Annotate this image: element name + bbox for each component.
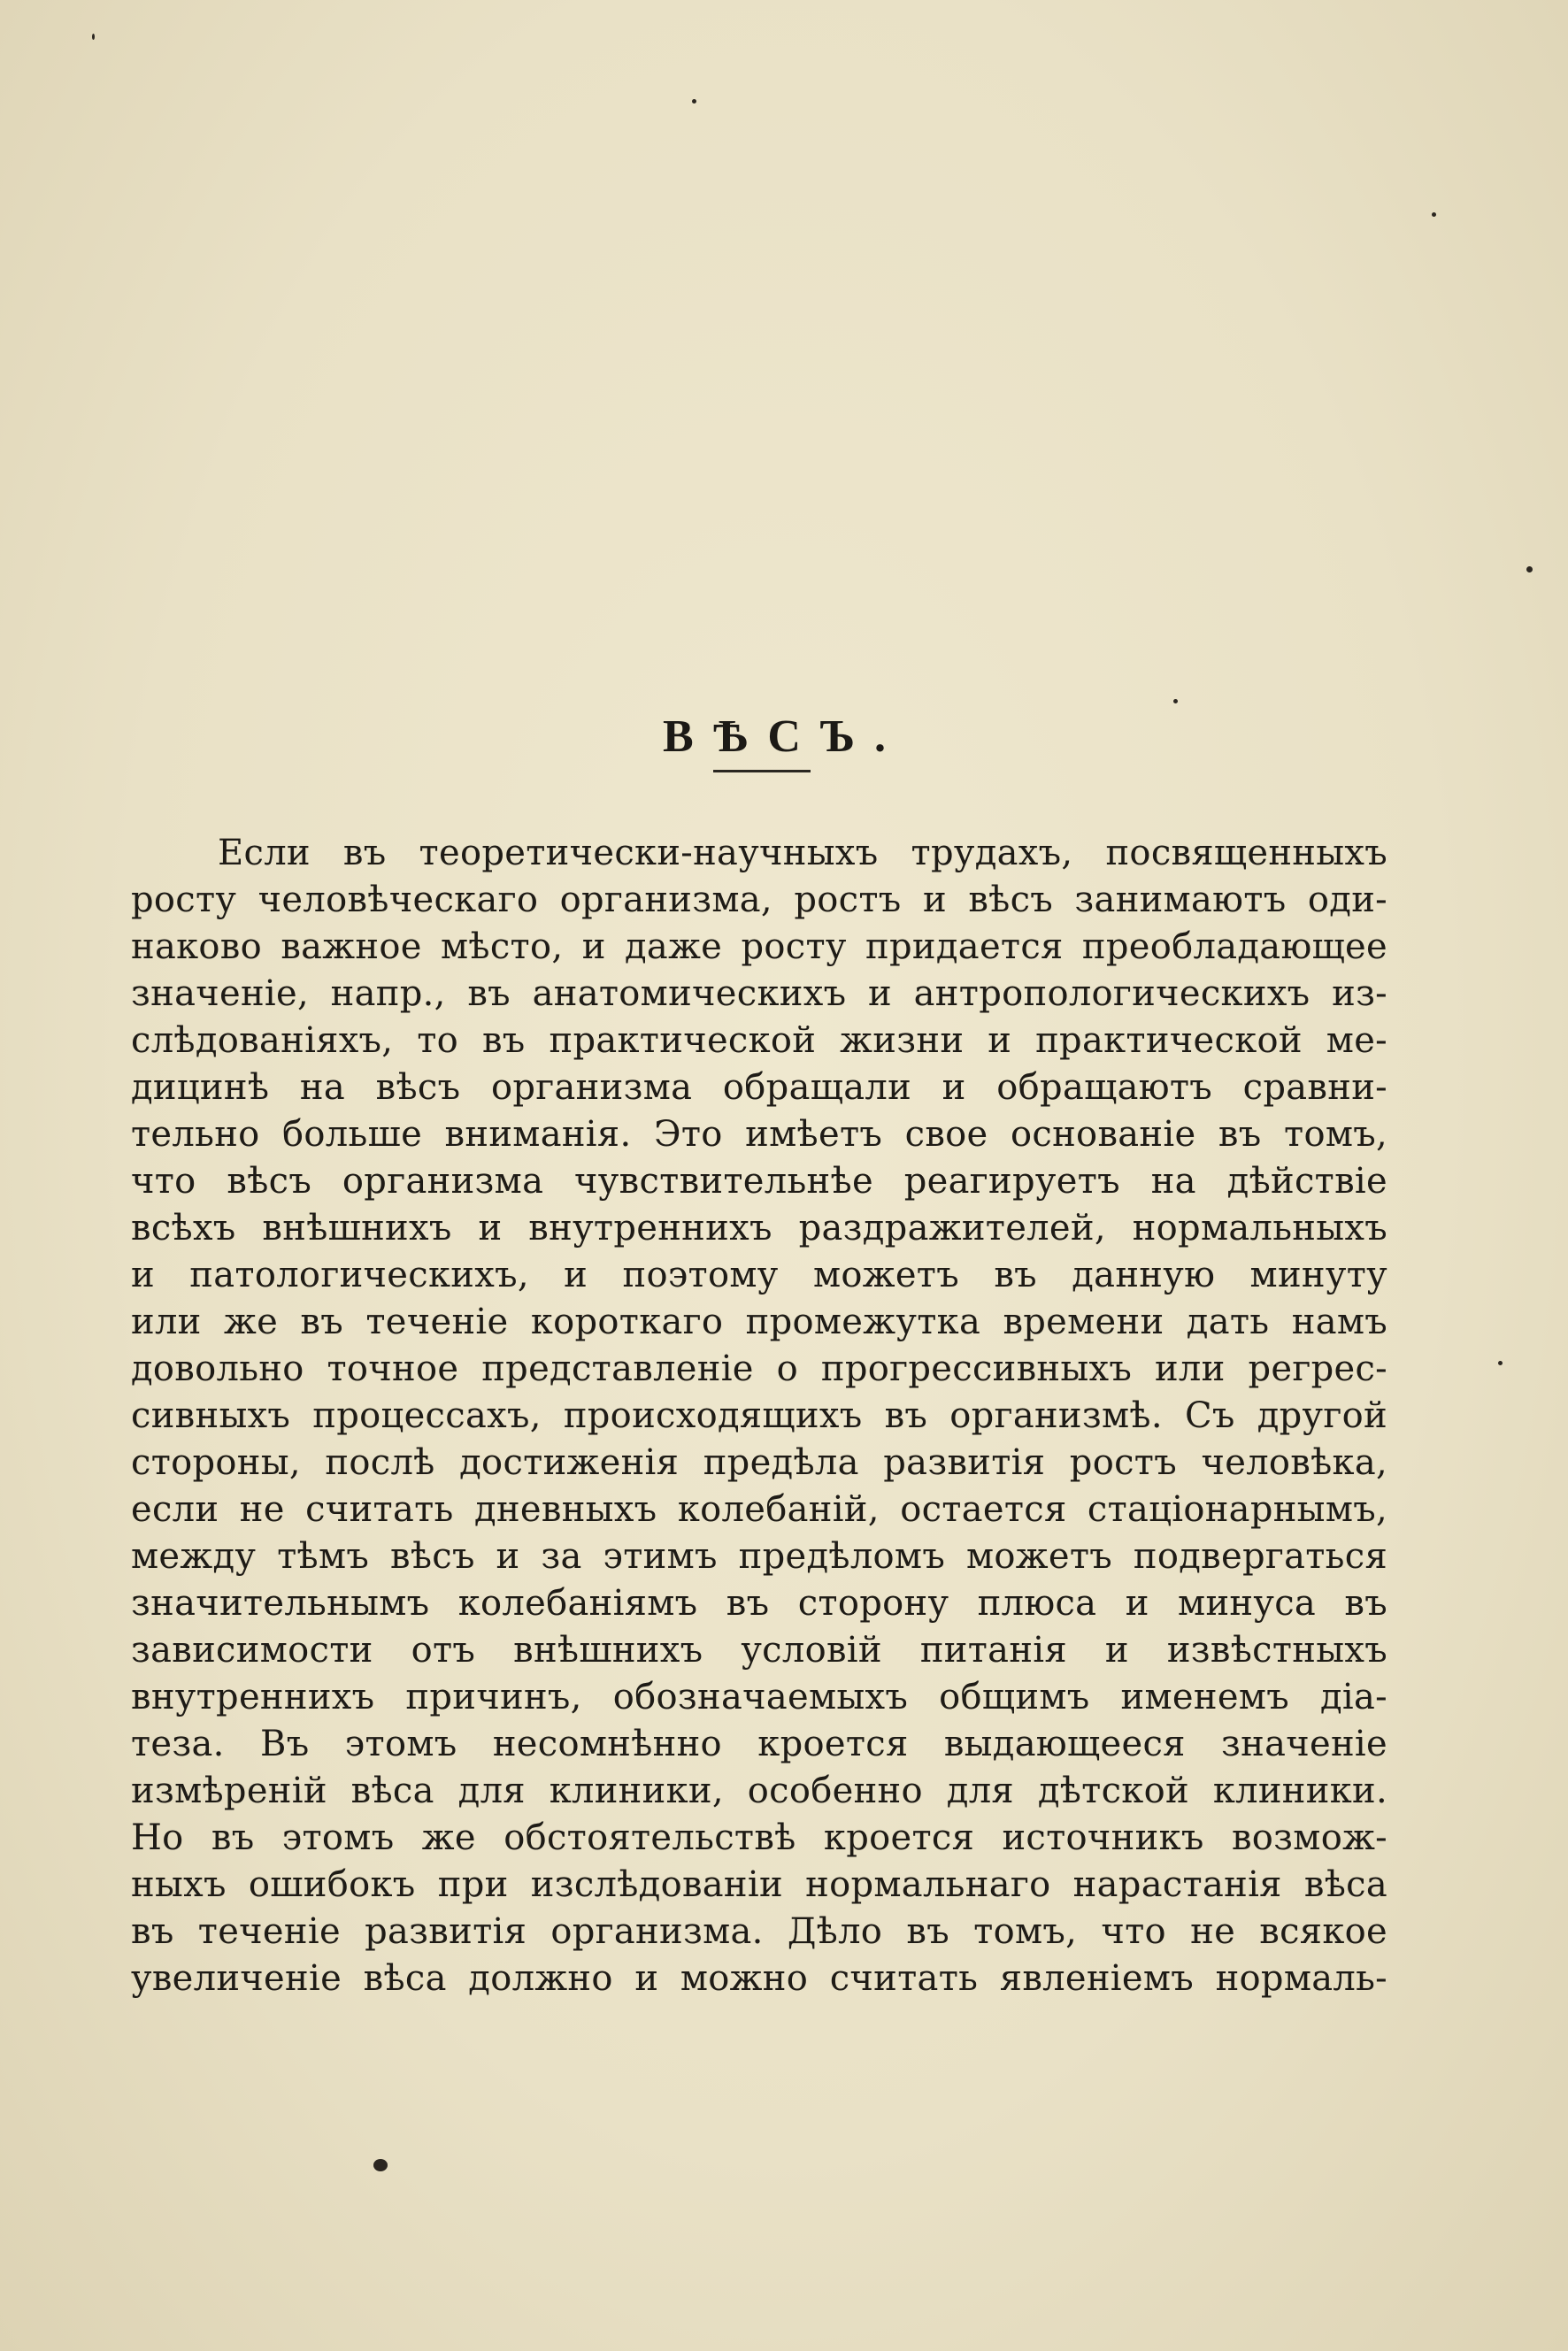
text-line: Если въ теоретически-научныхъ трудахъ, посвященныхъ <box>218 833 1387 873</box>
text-line: значительнымъ колебаніямъ въ сторону плюса и минуса въ <box>131 1583 1387 1624</box>
text-line: если не считать дневныхъ колебаній, остается стаціонарнымъ, <box>131 1489 1387 1530</box>
text-line: сивныхъ процессахъ, происходящихъ въ организмѣ. Съ другой <box>131 1395 1387 1436</box>
text-line: въ теченіе развитія организма. Дѣло въ томъ, что не всякое <box>131 1911 1387 1952</box>
text-line: всѣхъ внѣшнихъ и внутреннихъ раздражителей, нормальныхъ <box>131 1208 1387 1248</box>
text-line: слѣдованіяхъ, то въ практической жизни и практической ме- <box>131 1020 1387 1061</box>
text-line: значеніе, напр., въ анатомическихъ и антропологическихъ из- <box>131 973 1387 1014</box>
text-line: зависимости отъ внѣшнихъ условій питанія и извѣстныхъ <box>131 1630 1387 1671</box>
text-line: и патологическихъ, и поэтому можетъ въ данную минуту <box>131 1255 1387 1295</box>
text-line: тельно больше вниманія. Это имѣетъ свое основаніе въ томъ, <box>131 1114 1387 1155</box>
text-line: стороны, послѣ достиженія предѣла развитія ростъ человѣка, <box>131 1442 1387 1483</box>
text-line: довольно точное представленіе о прогрессивныхъ или регрес- <box>131 1348 1387 1389</box>
text-line: внутреннихъ причинъ, обозначаемыхъ общимъ именемъ діа- <box>131 1677 1387 1717</box>
text-line: между тѣмъ вѣсъ и за этимъ предѣломъ можетъ подвергаться <box>131 1536 1387 1577</box>
ink-speck <box>1526 566 1533 572</box>
body-paragraph <box>131 830 1387 2002</box>
text-line: увеличеніе вѣса должно и можно считать явленіемъ нормаль- <box>131 1958 1387 1999</box>
text-line: росту человѣческаго организма, ростъ и вѣсъ занимаютъ оди- <box>131 880 1387 920</box>
page-heading: ВѢСЪ. <box>662 711 906 762</box>
heading-rule <box>713 770 811 772</box>
ink-speck <box>1498 1361 1503 1365</box>
text-line: наково важное мѣсто, и даже росту придается преобладающее <box>131 926 1387 967</box>
text-line: или же въ теченіе короткаго промежутка времени дать намъ <box>131 1302 1387 1342</box>
ink-speck <box>1173 699 1178 703</box>
ink-speck <box>1432 212 1436 217</box>
text-line: ныхъ ошибокъ при изслѣдованіи нормальнаго нарастанія вѣса <box>131 1864 1387 1905</box>
text-line: Но въ этомъ же обстоятельствѣ кроется источникъ возмож- <box>131 1817 1387 1858</box>
ink-speck <box>92 34 95 40</box>
text-line: измѣреній вѣса для клиники, особенно для дѣтской клиники. <box>131 1771 1387 1811</box>
ink-speck <box>692 99 696 104</box>
text-line: теза. Въ этомъ несомнѣнно кроется выдающееся значеніе <box>131 1724 1387 1764</box>
text-line: дицинѣ на вѣсъ организма обращали и обращаютъ сравни- <box>131 1067 1387 1108</box>
text-line: что вѣсъ организма чувствительнѣе реагируетъ на дѣйствіе <box>131 1161 1387 1202</box>
ink-speck <box>373 2159 388 2171</box>
